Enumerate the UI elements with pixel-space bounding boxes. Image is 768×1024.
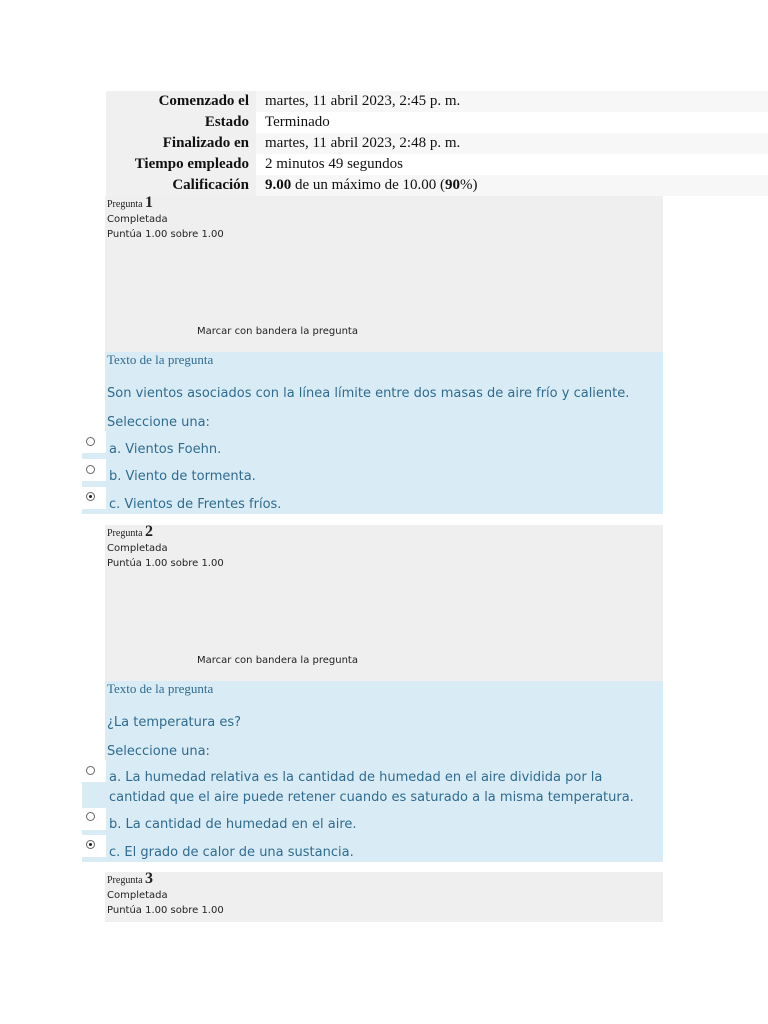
question-3-info (105, 872, 663, 922)
attempt-summary-table (106, 91, 768, 196)
option-a-label[interactable]: a. Vientos Foehn. (109, 442, 222, 457)
summary-label: Calificación (106, 175, 256, 196)
question-text-title: Texto de la pregunta (107, 681, 214, 696)
grade-mid-text: de un máximo de 10.00 ( (291, 177, 445, 193)
summary-label: Estado (106, 112, 256, 133)
summary-row-time (106, 154, 768, 175)
radio-option-a[interactable] (86, 766, 95, 775)
question-score: Puntúa 1.00 sobre 1.00 (107, 558, 224, 569)
summary-row-started (106, 91, 768, 112)
question-1-content (105, 352, 663, 514)
question-2-info (105, 525, 663, 681)
question-score: Puntúa 1.00 sobre 1.00 (107, 905, 224, 916)
question-status: Completada (107, 543, 168, 554)
summary-value: Terminado (265, 114, 330, 130)
option-b-label[interactable]: b. Viento de tormenta. (109, 469, 256, 484)
question-1-info (105, 196, 663, 352)
option-c-label[interactable]: c. Vientos de Frentes fríos. (109, 497, 282, 512)
summary-row-grade (106, 175, 768, 196)
grade-value (256, 175, 768, 196)
flag-question-link[interactable]: Marcar con bandera la pregunta (197, 326, 358, 337)
question-number-value: 3 (145, 870, 154, 887)
option-a-label[interactable]: a. La humedad relativa es la cantidad de humedad en el aire dividida por la cantidad que el aire puede retener cuando es saturado a la misma temperatura. (109, 770, 634, 805)
question-text-title: Texto de la pregunta (107, 352, 214, 367)
question-status: Completada (107, 890, 168, 901)
summary-row-state (106, 112, 768, 133)
radio-option-b[interactable] (86, 812, 95, 821)
summary-value: 2 minutos 49 segundos (265, 156, 403, 172)
question-status: Completada (107, 214, 168, 225)
radio-option-c[interactable] (86, 840, 95, 849)
question-number (105, 872, 663, 888)
option-c-label[interactable]: c. El grado de calor de una sustancia. (109, 845, 354, 860)
summary-label: Tiempo empleado (106, 154, 256, 175)
summary-label: Comenzado el (106, 91, 256, 112)
question-prefix: Pregunta (107, 199, 143, 210)
question-number-value: 1 (145, 194, 154, 211)
radio-option-c[interactable] (86, 492, 95, 501)
question-number-value: 2 (145, 523, 154, 540)
summary-row-finished (106, 133, 768, 154)
question-score: Puntúa 1.00 sobre 1.00 (107, 229, 224, 240)
question-prefix: Pregunta (107, 528, 143, 539)
select-one-label: Seleccione una: (107, 744, 210, 759)
grade-percent: 90 (444, 177, 460, 193)
question-number (105, 196, 663, 212)
summary-value: martes, 11 abril 2023, 2:48 p. m. (256, 133, 768, 154)
radio-option-b[interactable] (86, 465, 95, 474)
summary-label: Finalizado en (106, 133, 256, 154)
grade-end-text: %) (459, 177, 478, 193)
question-prompt: ¿La temperatura es? (107, 715, 242, 730)
option-b-label[interactable]: b. La cantidad de humedad en el aire. (109, 817, 357, 832)
grade-score: 9.00 (265, 177, 292, 193)
summary-value: martes, 11 abril 2023, 2:45 p. m. (256, 91, 768, 112)
question-number (105, 525, 663, 541)
flag-question-link[interactable]: Marcar con bandera la pregunta (197, 655, 358, 666)
question-prefix: Pregunta (107, 875, 143, 886)
radio-option-a[interactable] (86, 437, 95, 446)
select-one-label: Seleccione una: (107, 415, 210, 430)
question-prompt: Son vientos asociados con la línea límite entre dos masas de aire frío y caliente. (107, 386, 630, 401)
